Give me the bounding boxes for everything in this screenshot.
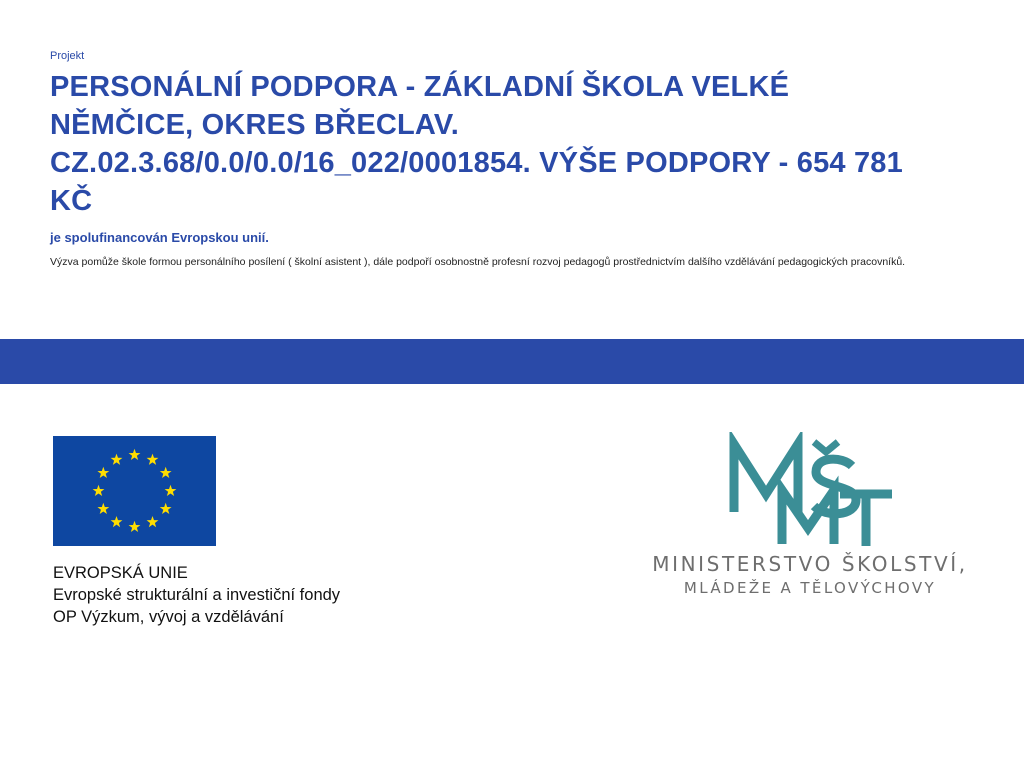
eu-programme: OP Výzkum, vývoj a vzdělávání [53, 608, 284, 626]
cofinanced-note: je spolufinancován Evropskou unií. [50, 230, 269, 245]
project-title-line: KČ [50, 185, 93, 217]
blue-divider-band [0, 339, 1024, 384]
project-eyebrow: Projekt [50, 50, 85, 62]
project-title-line: PERSONÁLNÍ PODPORA - ZÁKLADNÍ ŠKOLA VELKÉ [50, 71, 790, 103]
project-title-line: NĚMČICE, OKRES BŘECLAV. [50, 109, 460, 141]
project-title-line: CZ.02.3.68/0.0/0.0/16_022/0001854. VÝŠE PODPORY - 654 781 [50, 147, 903, 179]
msmt-wordmark [620, 551, 1000, 599]
eu-flag-icon [53, 436, 216, 546]
eu-funding-text [53, 562, 340, 628]
project-description: Výzva pomůže škole formou personálního posílení ( školní asistent ), dále podpoří osobnostně profesní rozvoj pedagogů prostřednictvím dalšího vzdělávání pedagogických pracovníků. [50, 256, 906, 268]
project-header [50, 50, 970, 271]
project-title [50, 68, 970, 220]
eu-name: EVROPSKÁ UNIE [53, 564, 188, 582]
msmt-line-2: MLÁDEŽE A TĚLOVÝCHOVY [683, 579, 937, 597]
msmt-line-1: MINISTERSTVO ŠKOLSTVÍ, [652, 552, 968, 576]
msmt-logo-icon [722, 432, 897, 550]
eu-funds: Evropské strukturální a investiční fondy [53, 586, 341, 604]
